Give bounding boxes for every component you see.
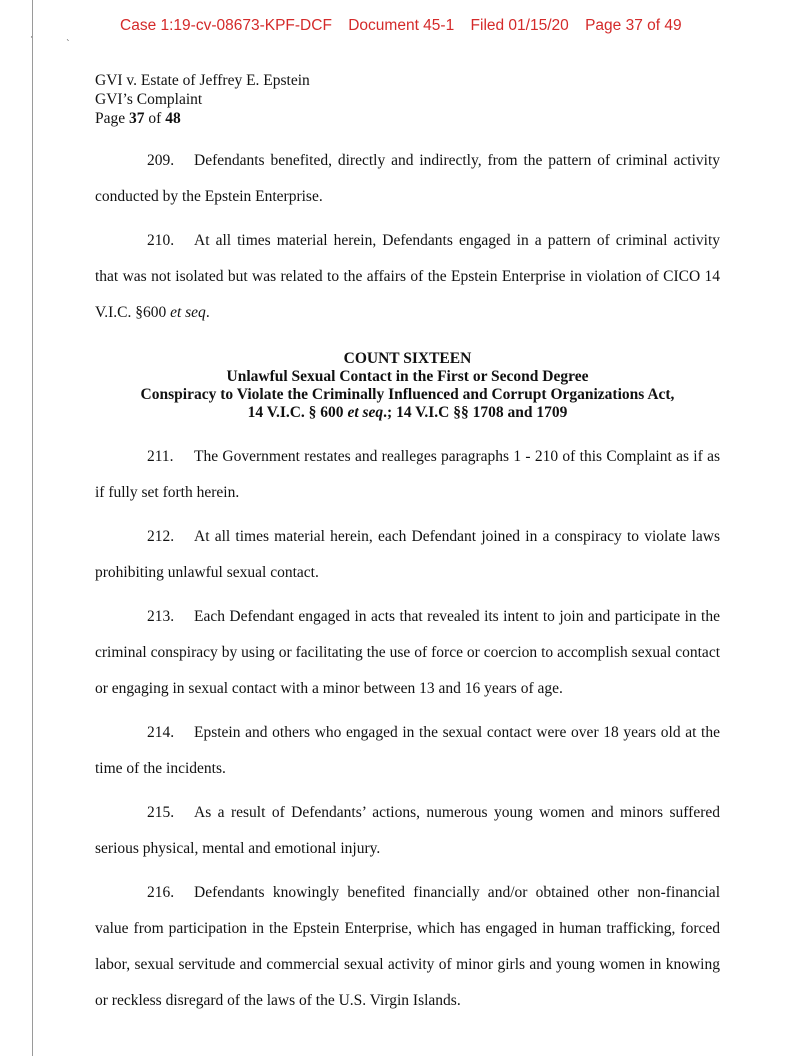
count-statute-c: .; 14 V.I.C §§ 1708 and 1709 bbox=[383, 404, 568, 421]
count-statute-a: 14 V.I.C. § 600 bbox=[247, 404, 348, 421]
header-page-num: 37 bbox=[129, 110, 145, 127]
paragraph-212 bbox=[95, 519, 720, 591]
scan-margin-line bbox=[32, 0, 33, 1056]
count-statute-italic: et seq bbox=[347, 404, 384, 421]
header-page-mid: of bbox=[144, 110, 166, 127]
paragraph-number: 216. bbox=[147, 884, 175, 901]
paragraph-211 bbox=[95, 439, 720, 511]
paragraph-number: 214. bbox=[147, 724, 175, 741]
paragraph-number: 211. bbox=[147, 448, 174, 465]
paragraph-210 bbox=[95, 223, 720, 331]
paragraphs-top bbox=[95, 143, 720, 331]
document-number: Document 45-1 bbox=[348, 17, 455, 34]
paragraph-text: The Government restates and realleges paragraphs 1 - 210 of this Complaint as if as if fully set forth herein. bbox=[95, 448, 720, 501]
paragraph-text: As a result of Defendants’ actions, numerous young women and minors suffered serious physical, mental and emotional injury. bbox=[95, 804, 720, 857]
paragraph-text: At all times material herein, each Defendant joined in a conspiracy to violate laws prohibiting unlawful sexual contact. bbox=[95, 528, 720, 581]
paragraph-215 bbox=[95, 795, 720, 867]
header-doc-title: GVI’s Complaint bbox=[95, 91, 203, 108]
paragraph-number: 213. bbox=[147, 608, 175, 625]
page-number: Page 37 of 49 bbox=[585, 17, 682, 34]
count-title: COUNT SIXTEEN bbox=[343, 350, 472, 367]
scan-tick-mark: ˎ bbox=[66, 32, 71, 42]
paragraph-italic: et seq bbox=[170, 304, 206, 321]
scan-dot-mark: · bbox=[30, 33, 33, 43]
paragraph-number: 210. bbox=[147, 232, 175, 249]
header-page-line bbox=[95, 109, 310, 128]
paragraph-text: Epstein and others who engaged in the sexual contact were over 18 years old at the time of the incidents. bbox=[95, 724, 720, 777]
paragraph-end: . bbox=[205, 304, 210, 321]
court-filing-stamp bbox=[120, 17, 760, 35]
header-page-total: 48 bbox=[165, 110, 181, 127]
paragraph-text: Each Defendant engaged in acts that revealed its intent to join and participate in the criminal conspiracy by using or facilitating the use of force or coercion to accomplish sexual contact or engaging in sexual contact with a minor between 13 and 16 years of age. bbox=[95, 608, 720, 697]
filed-date: Filed 01/15/20 bbox=[470, 17, 569, 34]
paragraph-number: 209. bbox=[147, 152, 175, 169]
paragraph-text: Defendants knowingly benefited financially and/or obtained other non-financial value from participation in the Epstein Enterprise, which has engaged in human trafficking, forced labor, sexual servitude and commercial sexual activity of minor girls and young women in knowing or reckless disregard of the laws of the U.S. Virgin Islands. bbox=[95, 884, 720, 1009]
count-subtitle-2: Conspiracy to Violate the Criminally Influenced and Corrupt Organizations Act, bbox=[140, 386, 675, 403]
paragraph-213 bbox=[95, 599, 720, 707]
header-page-prefix: Page bbox=[95, 110, 130, 127]
count-subtitle-3 bbox=[95, 404, 720, 422]
paragraph-number: 215. bbox=[147, 804, 175, 821]
header-case-title: GVI v. Estate of Jeffrey E. Epstein bbox=[95, 72, 310, 89]
document-header bbox=[95, 71, 310, 128]
paragraphs-bottom bbox=[95, 439, 720, 1019]
count-heading bbox=[95, 350, 720, 422]
paragraph-text: Defendants benefited, directly and indirectly, from the pattern of criminal activity conducted by the Epstein Enterprise. bbox=[95, 152, 720, 205]
paragraph-214 bbox=[95, 715, 720, 787]
case-number: Case 1:19-cv-08673-KPF-DCF bbox=[120, 17, 332, 34]
paragraph-number: 212. bbox=[147, 528, 175, 545]
paragraph-209 bbox=[95, 143, 720, 215]
count-subtitle-1: Unlawful Sexual Contact in the First or Second Degree bbox=[226, 368, 589, 385]
paragraph-216 bbox=[95, 875, 720, 1019]
paragraph-text: At all times material herein, Defendants engaged in a pattern of criminal activity that was not isolated but was related to the affairs of the Epstein Enterprise in violation of CICO 14 V.I.C. §600 bbox=[95, 232, 720, 321]
